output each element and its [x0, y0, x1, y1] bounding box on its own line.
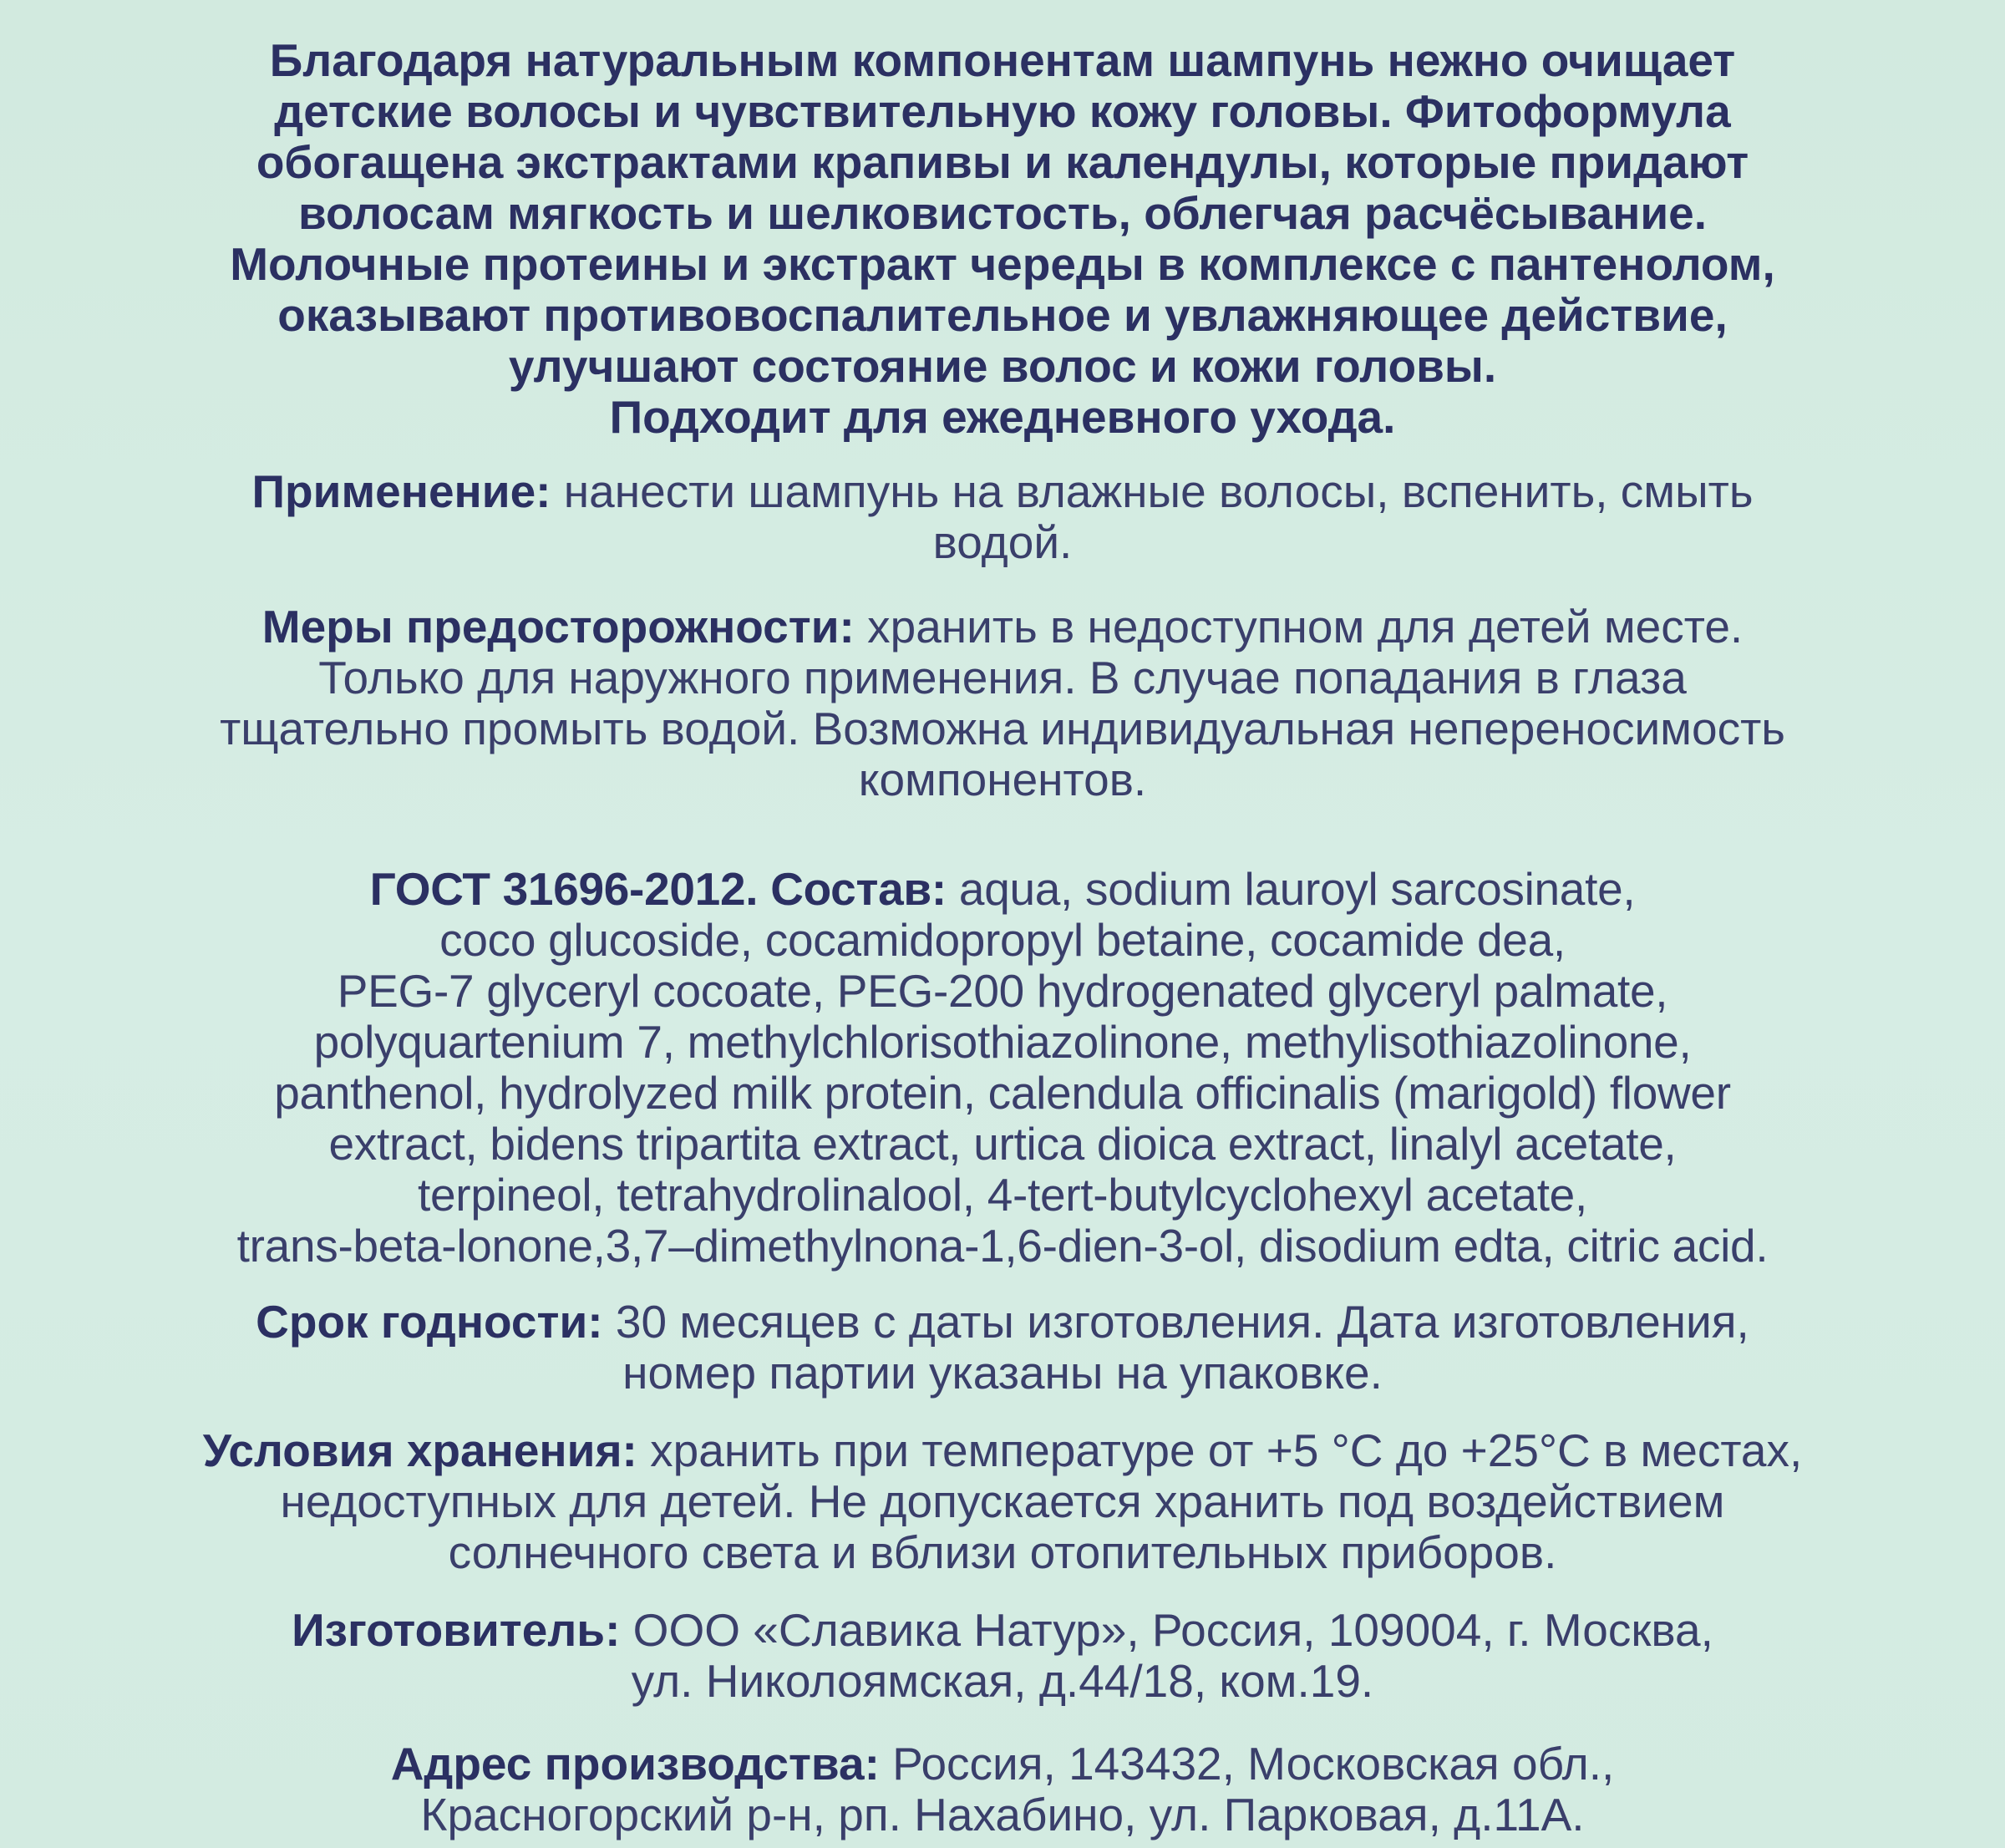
caution-label: Меры предосторожности:	[261, 601, 855, 652]
production-address-section	[40, 1739, 1965, 1840]
manufacturer-text: ул. Николоямская, д.44/18, ком.19.	[631, 1655, 1374, 1707]
usage-text: нанести шампунь на влажные волосы, вспенить, смыть	[551, 465, 1754, 517]
caution-text: тщательно промыть водой. Возможна индивидуальная непереносимость	[220, 703, 1785, 754]
production-address-text: Россия, 143432, Московская обл.,	[879, 1738, 1615, 1790]
production-address-label: Адрес производства:	[390, 1738, 880, 1790]
storage-section	[40, 1425, 1965, 1578]
composition-text: PEG-7 glyceryl cocoate, PEG-200 hydrogenated glyceryl palmate,	[337, 965, 1668, 1017]
manufacturer-section	[40, 1605, 1965, 1707]
manufacturer-label: Изготовитель:	[292, 1604, 621, 1656]
composition-label: ГОСТ 31696-2012. Состав:	[369, 863, 947, 915]
caution-text: хранить в недоступном для детей месте.	[854, 601, 1744, 652]
composition-text: coco glucoside, cocamidopropyl betaine, cocamide dea,	[439, 914, 1566, 966]
caution-text: компонентов.	[858, 754, 1147, 805]
caution-section	[40, 602, 1965, 805]
composition-text: trans-beta-lonone,3,7–dimethylnona-1,6-dien-3-ol, disodium edta, citric acid.	[236, 1220, 1769, 1272]
description-line: обогащена экстрактами крапивы и календулы, которые придают	[256, 136, 1749, 188]
storage-text: недоступных для детей. Не допускается хранить под воздействием	[280, 1475, 1725, 1527]
usage-text: водой.	[932, 516, 1073, 568]
composition-section	[40, 864, 1965, 1272]
production-address-text: Красногорский р-н, рп. Нахабино, ул. Парковая, д.11А.	[420, 1789, 1585, 1840]
description-line: Молочные протеины и экстракт череды в комплексе с пантенолом,	[230, 238, 1775, 290]
composition-text: extract, bidens tripartita extract, urtica dioica extract, linalyl acetate,	[328, 1118, 1677, 1170]
description-line: оказывают противовоспалительное и увлажняющее действие,	[277, 289, 1728, 341]
product-description	[40, 35, 1965, 443]
usage-section	[40, 466, 1965, 568]
description-line: Благодаря натуральным компонентам шампунь нежно очищает	[269, 34, 1736, 86]
composition-text: polyquartenium 7, methylchlorisothiazolinone, methylisothiazolinone,	[313, 1016, 1692, 1068]
shelf-life-text: номер партии указаны на упаковке.	[622, 1347, 1383, 1399]
manufacturer-text: ООО «Славика Натур», Россия, 109004, г. Москва,	[620, 1604, 1713, 1656]
description-line: волосам мягкость и шелковистость, облегчая расчёсывание.	[297, 187, 1708, 239]
composition-text: panthenol, hydrolyzed milk protein, calendula officinalis (marigold) flower	[274, 1067, 1731, 1119]
storage-text: солнечного света и вблизи отопительных приборов.	[448, 1526, 1557, 1578]
composition-text: terpineol, tetrahydrolinalool, 4-tert-butylcyclohexyl acetate,	[418, 1169, 1587, 1221]
storage-text: хранить при температуре от +5 °С до +25°С в местах,	[637, 1424, 1803, 1476]
description-line: детские волосы и чувствительную кожу головы. Фитоформула	[274, 85, 1731, 137]
description-line: улучшают состояние волос и кожи головы.	[508, 340, 1497, 392]
usage-label: Применение:	[251, 465, 551, 517]
description-line: Подходит для ежедневного ухода.	[609, 391, 1396, 443]
storage-label: Условия хранения:	[202, 1424, 637, 1476]
shelf-life-label: Срок годности:	[256, 1296, 603, 1348]
caution-text: Только для наружного применения. В случае попадания в глаза	[318, 652, 1687, 703]
shelf-life-section	[40, 1297, 1965, 1399]
composition-text: aqua, sodium lauroyl sarcosinate,	[946, 863, 1636, 915]
shelf-life-text: 30 месяцев с даты изготовления. Дата изготовления,	[602, 1296, 1749, 1348]
